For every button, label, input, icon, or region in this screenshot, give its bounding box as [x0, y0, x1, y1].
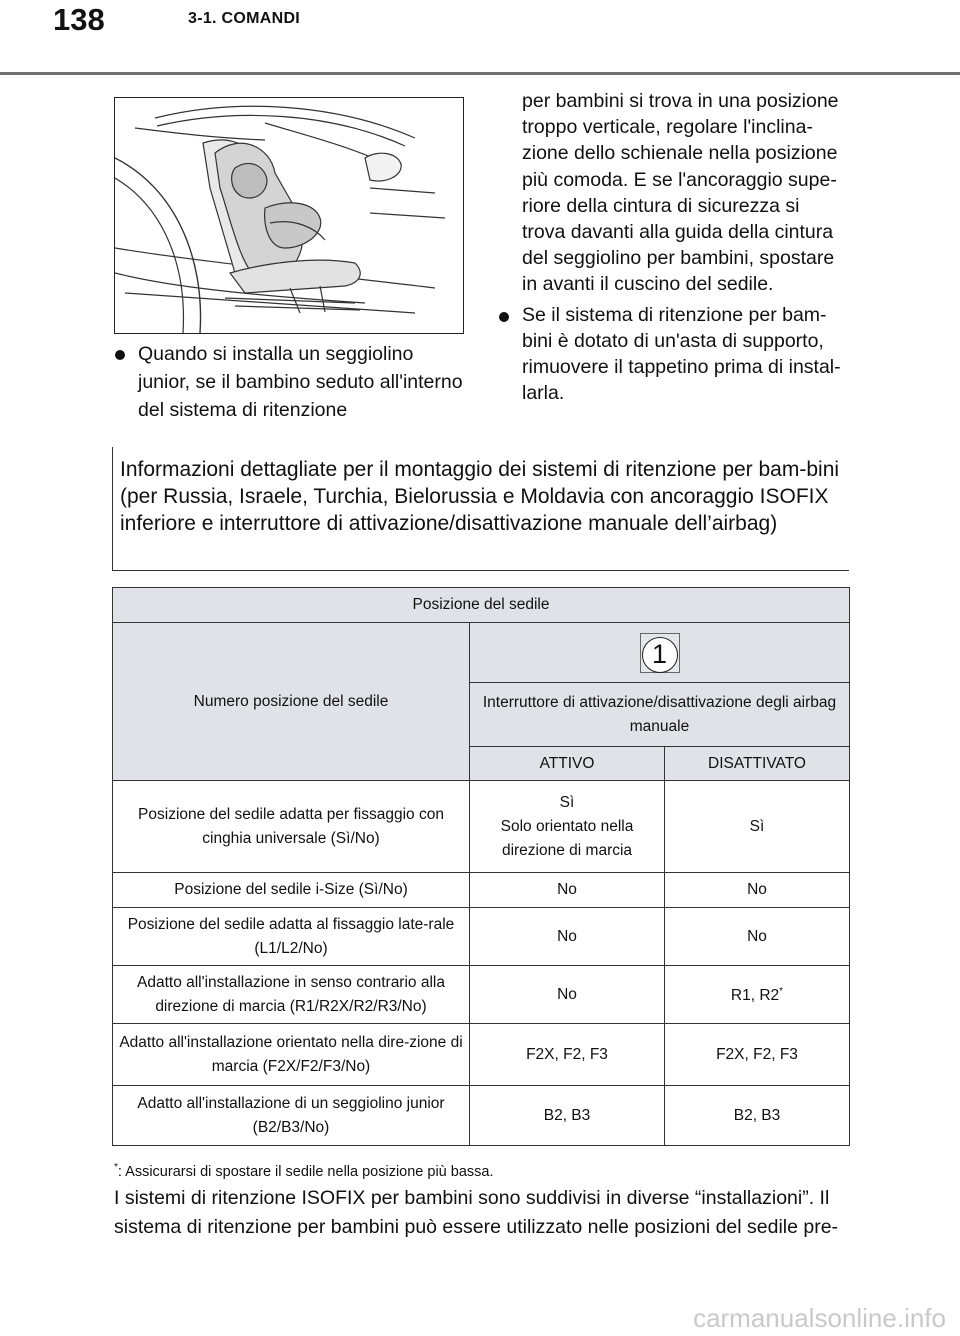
- info-box-text: Informazioni dettagliate per il montaggio dei sistemi di ritenzione per bam-bini (per Russia, Israele, Turchia, Bielorussia e Moldavia con ancoraggio ISOFIX inferiore e interruttore di attivazione/disattivazione manuale dell’airbag): [120, 458, 840, 535]
- continuation-paragraph: per bambini si trova in una posizione troppo verticale, regolare l'inclina-zione dello schienale nella posizione più comoda. E se l'ancoraggio supe-riore della cintura di sicurezza si trova davanti alla guida della cintura del seggiolino per bambini, spostare in avanti il cuscino del sedile.: [522, 90, 839, 296]
- right-column-text: [498, 88, 848, 406]
- seat-number-badge: 1: [642, 637, 678, 673]
- off-value-text: R1, R2: [730, 987, 780, 1005]
- row-off-value: Sì: [665, 781, 850, 873]
- list-item: Quando si installa un seggiolino junior, se il bambino seduto all'interno del sistema di ritenzione: [114, 340, 464, 424]
- watermark: carmanualsonline.info: [693, 1303, 946, 1333]
- row-label: Adatto all'installazione in senso contrario alla direzione di marcia (R1/R2X/R2/R3/No): [113, 966, 470, 1024]
- body-paragraph: I sistemi di ritenzione ISOFIX per bambini sono suddivisi in diverse “installazioni”. Il sistema di ritenzione per bambini può essere utilizzato nelle posizioni del sedile pre-: [114, 1187, 839, 1238]
- row-label: Posizione del sedile adatta al fissaggio late-rale (L1/L2/No): [113, 908, 470, 966]
- col-on-header: ATTIVO: [470, 747, 665, 781]
- row-off-value: B2, B3: [665, 1086, 850, 1146]
- row-off-value: No: [665, 908, 850, 966]
- row-on-value: B2, B3: [470, 1086, 665, 1146]
- row-label: Posizione del sedile adatta per fissaggio con cinghia universale (Sì/No): [113, 781, 470, 873]
- seat-number-label: Numero posizione del sedile: [113, 623, 470, 781]
- list-item: Se il sistema di ritenzione per bam-bini è dotato di un'asta di supporto, rimuovere il tappetino prima di instal-larla.: [498, 302, 848, 407]
- car-seat-illustration: [114, 97, 464, 334]
- on-value-line: Sì: [559, 793, 575, 811]
- car-seat-child-restraint-icon: [115, 98, 463, 333]
- on-value-note: Solo orientato nella direzione di marcia: [500, 817, 634, 859]
- page-number: 138: [53, 2, 105, 37]
- footnote-mark: *: [114, 1162, 118, 1173]
- right-bullet-list: [498, 302, 848, 407]
- seat-number-cell: [470, 623, 850, 683]
- row-label: Posizione del sedile i-Size (Sì/No): [113, 873, 470, 908]
- row-on-value: F2X, F2, F3: [470, 1024, 665, 1086]
- row-label: Adatto all'installazione di un seggiolino junior (B2/B3/No): [113, 1086, 470, 1146]
- row-on-value: No: [470, 873, 665, 908]
- header-divider: [0, 72, 960, 75]
- table-footnote: [114, 1162, 494, 1180]
- isofix-table: [112, 587, 850, 1146]
- seat-position-header: Posizione del sedile: [113, 588, 850, 623]
- left-bullet-list: [114, 340, 464, 424]
- airbag-switch-header: Interruttore di attivazione/disattivazione degli airbag manuale: [470, 683, 850, 747]
- page-header: [0, 0, 960, 74]
- seat-number-badge-box: [640, 633, 680, 673]
- row-off-value: F2X, F2, F3: [665, 1024, 850, 1086]
- footnote-marker: *: [779, 986, 784, 998]
- row-off-value: [665, 966, 850, 1024]
- col-off-header: DISATTIVATO: [665, 747, 850, 781]
- row-on-value: [470, 781, 665, 873]
- row-on-value: No: [470, 966, 665, 1024]
- section-title: 3-1. COMANDI: [188, 10, 301, 27]
- row-label: Adatto all'installazione orientato nella dire-zione di marcia (F2X/F2/F3/No): [113, 1024, 470, 1086]
- footnote-text: : Assicurarsi di spostare il sedile nella posizione più bassa.: [117, 1163, 494, 1180]
- row-on-value: No: [470, 908, 665, 966]
- row-off-value: No: [665, 873, 850, 908]
